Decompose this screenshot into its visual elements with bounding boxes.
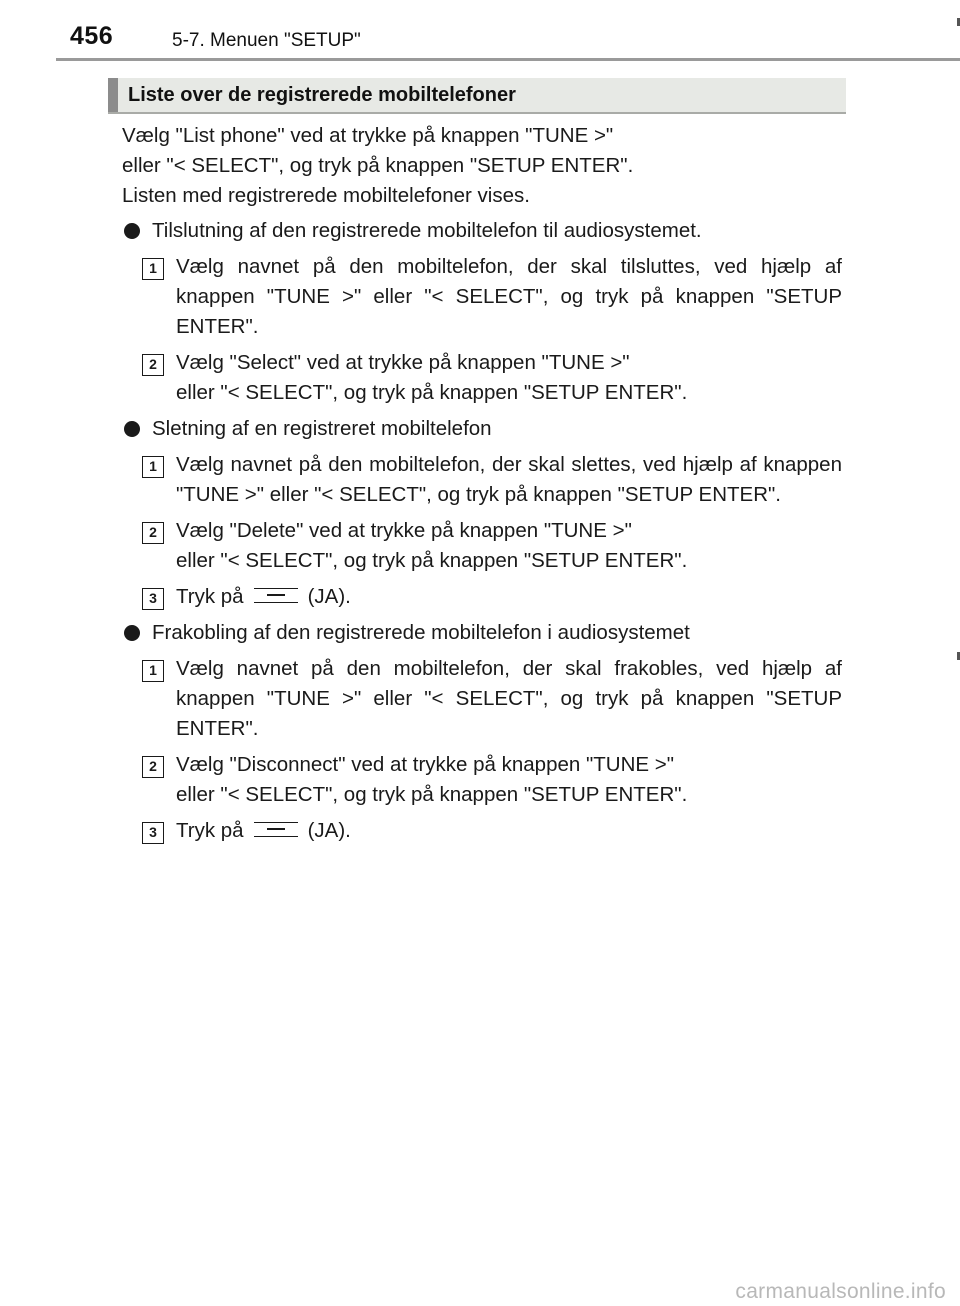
yes-button-icon — [254, 822, 298, 837]
bullet-dot-icon — [124, 625, 140, 641]
step-number: 2 — [142, 756, 164, 778]
step-text-line: eller "< SELECT", og tryk på knappen "SETUP ENTER". — [176, 381, 688, 404]
step-text: (JA). — [307, 819, 351, 842]
intro-line: eller "< SELECT", og tryk på knappen "SETUP ENTER". — [122, 154, 634, 177]
step-item — [122, 654, 842, 744]
step-text: Vælg navnet på den mobiltelefon, der skal frakobles, ved hjælp af knappen "TUNE >" eller "< SELECT", og tryk på knappen "SETUP ENTER". — [176, 657, 842, 740]
bullet-text: Sletning af en registreret mobiltelefon — [152, 417, 492, 440]
step-text-line: Vælg "Disconnect" ved at trykke på knappen "TUNE >" — [176, 753, 674, 776]
step-text: Tryk på — [176, 819, 244, 842]
step-text: Vælg navnet på den mobiltelefon, der skal slettes, ved hjælp af knappen "TUNE >" eller "< SELECT", og tryk på knappen "SETUP ENTER". — [176, 453, 842, 506]
step-text: (JA). — [307, 585, 351, 608]
header-divider — [56, 58, 960, 61]
step-number: 3 — [142, 588, 164, 610]
step-item — [122, 252, 842, 342]
bullet-item — [122, 414, 842, 444]
step-item — [122, 750, 842, 810]
intro-line: Listen med registrerede mobiltelefoner vises. — [122, 184, 530, 207]
page-number: 456 — [70, 22, 114, 50]
section-heading — [108, 78, 846, 114]
intro-line: Vælg "List phone" ved at trykke på knappen "TUNE >" — [122, 124, 614, 147]
page-header — [0, 0, 960, 64]
step-item — [122, 450, 842, 510]
step-item — [122, 348, 842, 408]
bullet-dot-icon — [124, 421, 140, 437]
step-text-line: Vælg "Select" ved at trykke på knappen "TUNE >" — [176, 351, 630, 374]
step-number: 1 — [142, 456, 164, 478]
step-item — [122, 582, 842, 612]
chapter-title: 5-7. Menuen "SETUP" — [172, 30, 361, 51]
step-item — [122, 516, 842, 576]
page-content — [122, 121, 842, 852]
step-text-line: eller "< SELECT", og tryk på knappen "SETUP ENTER". — [176, 549, 688, 572]
step-number: 1 — [142, 258, 164, 280]
step-number: 1 — [142, 660, 164, 682]
step-text-line: eller "< SELECT", og tryk på knappen "SETUP ENTER". — [176, 783, 688, 806]
step-number: 2 — [142, 354, 164, 376]
yes-button-icon — [254, 588, 298, 603]
step-text-line: Vælg "Delete" ved at trykke på knappen "TUNE >" — [176, 519, 632, 542]
section-heading-bar — [108, 78, 118, 112]
intro-paragraph — [122, 121, 842, 211]
step-text: Tryk på — [176, 585, 244, 608]
step-item — [122, 816, 842, 846]
bullet-item — [122, 618, 842, 648]
section-heading-text: Liste over de registrerede mobiltelefoner — [128, 84, 516, 106]
bullet-text: Tilslutning af den registrerede mobiltelefon til audiosystemet. — [152, 219, 702, 242]
watermark: carmanualsonline.info — [735, 1280, 946, 1303]
bullet-item — [122, 216, 842, 246]
step-number: 2 — [142, 522, 164, 544]
bullet-dot-icon — [124, 223, 140, 239]
bullet-text: Frakobling af den registrerede mobiltelefon i audiosystemet — [152, 621, 690, 644]
step-number: 3 — [142, 822, 164, 844]
step-text: Vælg navnet på den mobiltelefon, der skal tilsluttes, ved hjælp af knappen "TUNE >" eller "< SELECT", og tryk på knappen "SETUP ENTER". — [176, 255, 842, 338]
